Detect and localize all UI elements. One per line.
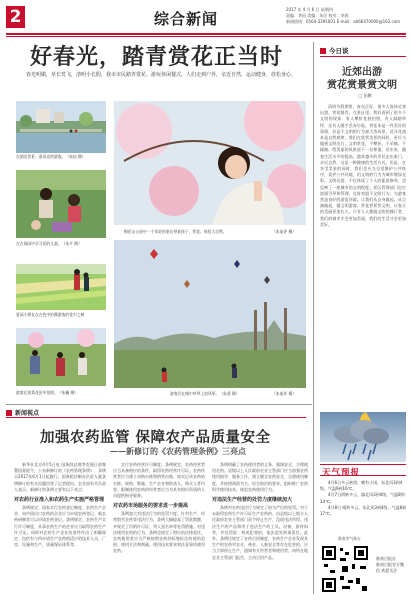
photo-blossom-girl: [114, 101, 306, 225]
photo-kites: [114, 240, 306, 388]
commentary-title-line1: 近郊出游: [342, 67, 382, 78]
photo-lake-scene: [16, 101, 106, 153]
second-subhead: ——新修订的《农药管理条例》三亮点: [110, 446, 246, 456]
photo-credit-6: （朱前评 摄）: [272, 391, 296, 396]
photo-children: [16, 170, 106, 238]
weather-day-2: 4月7日阴转多云，偏北风3到4级，气温8到14℃。: [320, 492, 405, 504]
article-column-2: [113, 462, 205, 594]
commentary-author: □ 张鹏: [358, 93, 372, 98]
tag-square-icon: [320, 48, 326, 54]
section-title: 综合新闻: [154, 10, 219, 28]
masthead-date: 2017 年 4 月 6 日 星期四: [286, 7, 333, 12]
column-3-text: 条例明确了农药使用者的义务，强调安全、合理使用农药。县级以上人民政府农业主管部门应当加强农药使用指导、服务工作，建立健全农药安全、合理使用制度，并按照预防为主、综合防治的要求，组织推广农药科学使用技术，规范农药使用行为。: [212, 462, 308, 492]
masthead-rule: [6, 33, 406, 35]
masthead: [6, 6, 406, 36]
commentary-tag-label: 今日谈: [329, 47, 349, 55]
section-divider: [6, 404, 312, 405]
crowd-image: [16, 328, 106, 386]
commentary-title-line2: 赏花赏景赏文明: [327, 80, 397, 91]
commentary-title: [322, 66, 402, 92]
column-1-text-b: 条例规定，国家实行农药登记制度，农药生产企业、向中国出口农药的企业应当申请农药登记。新农药研制者可以申请农药登记。条例规定，农药生产实行许可制度，从事农药生产的企业应当取得农药生产许可证。同时对农药生产企业的条件作出了明确规定，包括有与所申请生产农药相适应的技术人员、厂房、设施和生产、质量保证体系等。: [14, 505, 106, 548]
article-column-1: [14, 462, 106, 594]
field-image: [16, 264, 106, 310]
photo-field: [16, 264, 106, 310]
column-2-subhead: 对农药市场服务的要求进一步提高: [113, 503, 189, 510]
column-1-subhead: 对农药行业准入和农药生产实施严格管理: [14, 497, 105, 504]
commentary-body: 清明节假期里，春光正好，很多人选择近郊出游、赏花踏青。在景区里，我们看到了很多不文明的现象：有人攀折花枝拍照，有人踩踏草坪，还有人随手丢弃垃圾。赏花本是一件美好的事情，但是不文明的行为却大煞风景。花开花落本是自然规律，我们在欣赏美景的同时，更应当做到文明出行、文明赏花，不攀折、不采摘、不踩踏，给美丽的风景留下一份尊重。近年来，随着生活水平的提高，越来越多的市民走出家门，亲近自然，这是一种健康的生活方式。但是，在享受美景的同时，我们也应当自觉维护公共秩序，爱护公共环境，用文明的行为为城市增添光彩。文明出游，不仅体现了个人的素质修养，也反映了一座城市的文明程度。景区管理部门也应加强引导和管理，及时劝阻不文明行为，为游客营造良好的游览环境。让我们从自身做起，从点滴做起，做文明游客，赏花赏景赏文明，让春天的美丽更加长久。只有人人都做文明的践行者，我们的城市才会更加美丽，我们的生活才会更加美好。: [320, 104, 406, 227]
main-lead: 春光明媚，草长莺飞，清明小长假，我市市民踏青赏花、游玩休闲餐式，人们走到户外，亲近自然，运动健身，放松身心。: [26, 72, 297, 78]
column-1-text: 新华社北京4月5日电 国务院总理李克强日前签署国务院令，公布新修订的《农药管理条例》，条例自2017年6月1日起施行。国务院法制办负责人就条例修订的有关问题回答了记者提问。农业部有关负责人表示，新修订的条例主要有以下亮点：: [14, 462, 106, 492]
rain-cloud-icon: [320, 412, 406, 462]
weather-forecast: [320, 480, 406, 517]
second-headline: 加强农药监管 保障农产品质量安全: [40, 429, 271, 446]
children-image: [16, 170, 106, 238]
kites-image: [114, 240, 306, 388]
weather-title: 天气预报: [322, 468, 361, 478]
photo-caption-4: 游客在油菜花田中拍照。（朱巍 摄）: [16, 390, 78, 395]
lake-scene-image: [16, 101, 106, 153]
news-viewpoint-label: 新闻视点: [15, 410, 40, 417]
masthead-rule-thin: [6, 36, 406, 37]
tag-square-icon: [6, 410, 12, 416]
column-3-text-b: 条例对农药违法行为规定了较为严厉的处罚。对于未取得农药生产许可证生产农药的，由县级以上地方人民政府农业主管部门责令停止生产，没收违法所得、违法生产的产品和用于违法生产的工具、设备、原材料等，并处罚款；构成犯罪的，依法追究刑事责任。此外，条例还规定了农药召回制度，农药生产企业发现其生产的农药对农业、林业、人畜安全等存在危害的，应当立即停止生产，通知有关经营者和使用者，向所在地农业主管部门报告，主动召回产品。: [212, 505, 308, 560]
photo-caption-1: 在湖边赏景、看风光的游客。（朱仙 摄）: [16, 154, 86, 159]
column-2-text: 实行农药经营许可制度。条例规定，农药经营者应当具备相应的条件，取得农药经营许可证。农药经营者应当建立采购台账和销售台账，如实记录农药的名称、规格、数量、生产企业和供货人、购买人等内容。限制使用农药的经营者应当为具有相应资质的人员提供指导服务。: [113, 462, 205, 499]
column-2-text-b: 条例加大对违法行为的处罚力度。针对生产、经营假劣农药等违法行为，条例大幅提高了罚款数额，并规定了吊销许可证、列入黑名单等处罚措施。对违法使用农药的行为，条例也规定了相应的法律责任，农药使用者应当严格按照农药的标签标注的使用范围、使用方法和剂量、使用技术要求和注意事项使用农药。: [113, 511, 205, 554]
news-viewpoint-tag: [6, 408, 306, 418]
weather-day-1: 4月6日多云转阴，晚有小雨，东北风3到4级，气温9到16℃。: [320, 480, 403, 492]
blossom-girl-image: [114, 101, 306, 225]
photo-caption-5: 梅花山公园中一个年轻的家长带着孩子，赏花、体验大自然。: [124, 229, 227, 234]
photo-caption-3: 夏园小朋友在古色中拍摄游客的花中之树: [16, 312, 85, 317]
article-column-3: [212, 462, 308, 594]
weather-graphic: [320, 412, 406, 462]
masthead-editors: 责编：李因 美编：朱民 校对：李鸿: [286, 13, 349, 18]
photo-caption-6: 游客们在城中草坪上放风筝。（朱嘉 摄）: [170, 391, 240, 396]
qr-code[interactable]: [320, 544, 370, 594]
commentary-tag: [320, 46, 406, 57]
column-3-subhead: 对违法生产经营的处罚力度继续加大: [212, 497, 293, 504]
qr-text: 淮南日报官方微信 欢迎关注: [376, 562, 404, 573]
page-number: 2: [6, 6, 25, 28]
qr-caption: [376, 556, 406, 574]
main-headline: 好春光，踏青赏花正当时: [30, 44, 284, 70]
photo-caption-2: 在古猗园中学习花的儿童。（朱平 摄）: [16, 241, 82, 246]
column-rule-right: [313, 42, 314, 594]
weather-source: 淮南市气象台: [338, 536, 361, 541]
weather-day-3: 4月8日 晴转多云，东北风3到4级，气温8到17℃。: [320, 504, 406, 517]
qr-code-image: [320, 544, 370, 594]
masthead-meta: [286, 7, 406, 25]
photo-credit-5: （朱前评 摄）: [272, 229, 296, 234]
masthead-contact: 新闻热线：0564-3391001 E-mail：ah66470000@163.com: [286, 19, 401, 24]
photo-crowd: [16, 328, 106, 386]
qr-publisher: 淮南日报社: [376, 556, 396, 561]
